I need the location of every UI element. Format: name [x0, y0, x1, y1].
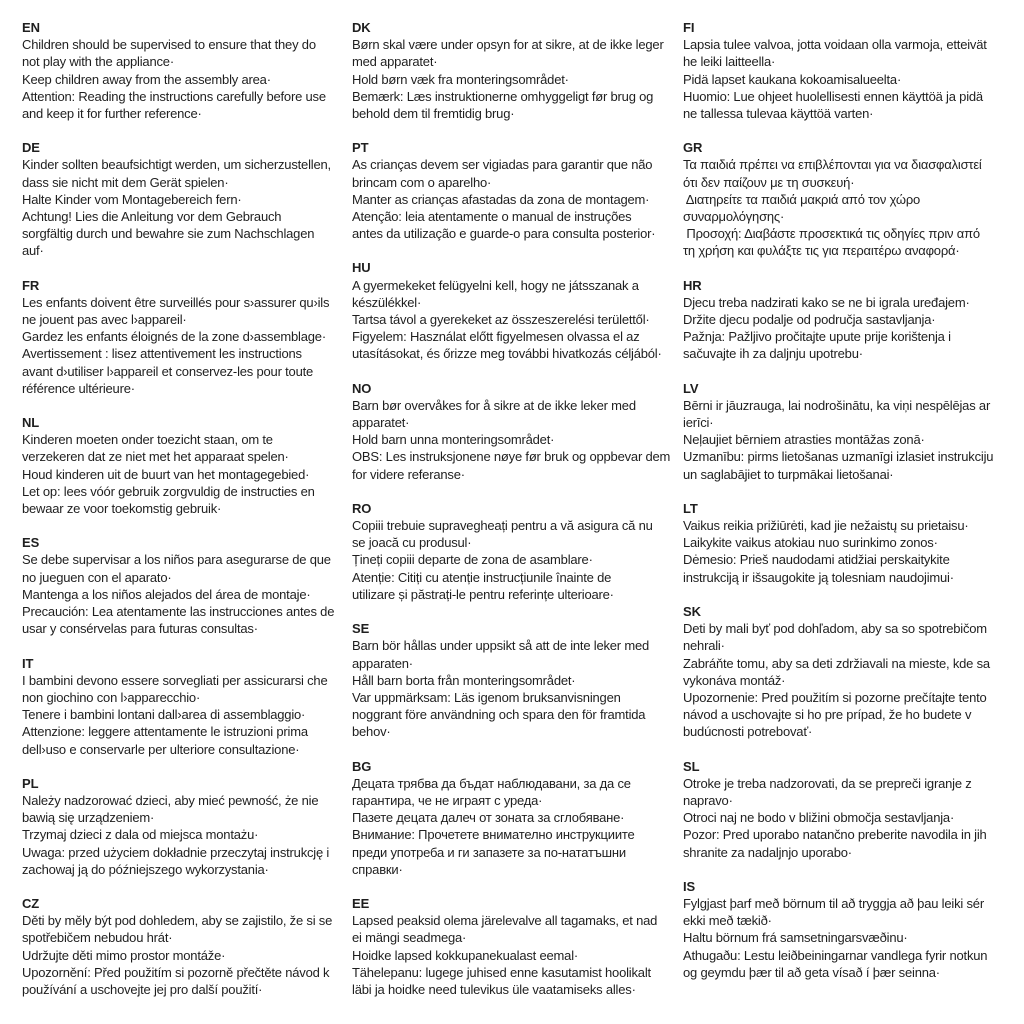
language-code: IS	[683, 878, 696, 894]
section-sk	[683, 603, 1013, 741]
instruction-line: Attention: Reading the instructions carefully before use	[22, 88, 326, 104]
instruction-line: dell›uso e conservarle per ulteriore consultazione·	[22, 741, 300, 757]
language-code: CZ	[22, 895, 40, 911]
language-code: SL	[683, 758, 700, 774]
instruction-line: Pozor: Pred uporabo natančno preberite navodila in jih	[683, 827, 987, 843]
instruction-line: Huomio: Lue ohjeet huolellisesti ennen käyttöä ja pidä	[683, 88, 983, 104]
instruction-line: Upozornění: Před použitím si pozorně přečtěte návod k	[22, 964, 330, 980]
section-fi	[683, 19, 1013, 122]
instruction-line: Προσοχή: Διαβάστε προσεκτικά τις οδηγίες πριν από	[683, 226, 980, 242]
instruction-line: napravo·	[683, 792, 733, 808]
instruction-line: I bambini devono essere sorvegliati per assicurarsi che	[22, 672, 328, 688]
language-code: BG	[352, 758, 372, 774]
instruction-line: bawią się urządzeniem·	[22, 810, 155, 826]
instruction-line: antes da utilização e guarde-o para consulta posterior·	[352, 226, 656, 242]
language-code: HU	[352, 260, 371, 276]
instruction-line: behov·	[352, 724, 391, 740]
section-fr	[22, 277, 352, 397]
instruction-line: läbi ja hoidke need tulevikus üle vaatamiseks alles·	[352, 981, 636, 997]
instruction-line: Se debe supervisar a los niños para asegurarse de que	[22, 552, 331, 568]
instruction-line: instrukciją ir išsaugokite ją tolesniam naudojimui·	[683, 569, 954, 585]
instruction-line: Achtung! Lies die Anleitung vor dem Gebrauch	[22, 209, 282, 225]
language-code: FR	[22, 277, 40, 293]
instruction-line: Udržujte děti mimo prostor montáže·	[22, 947, 226, 963]
language-code: EN	[22, 20, 40, 35]
instruction-line: he leiki laitteella·	[683, 54, 776, 70]
instruction-line: Athugaðu: Lestu leiðbeiningarnar vandlega fyrir notkun	[683, 947, 988, 963]
instruction-line: nehrali·	[683, 638, 725, 654]
instruction-line: and keep it for further reference·	[22, 106, 202, 122]
instruction-line: Tenere i bambini lontani dall›area di assemblaggio·	[22, 707, 306, 723]
language-code: HR	[683, 277, 702, 293]
section-pt	[352, 139, 682, 242]
instruction-line: ne tallessa tulevaa käyttöä varten·	[683, 106, 874, 122]
instruction-line: Țineți copiii departe de zona de asamblare·	[352, 552, 593, 568]
instruction-line: Børn skal være under opsyn for at sikre, at de ikke leger	[352, 37, 664, 53]
instruction-line: Houd kinderen uit de buurt van het montagegebied·	[22, 466, 310, 482]
instruction-line: non giochino con l›apparecchio·	[22, 689, 201, 705]
instruction-line: Kinder sollten beaufsichtigt werden, um sicherzustellen,	[22, 157, 331, 173]
instruction-line: Lapsia tulee valvoa, jotta voidaan olla varmoja, etteivät	[683, 37, 987, 53]
instruction-line: Пазете децата далеч от зоната за сглобяване·	[352, 810, 625, 826]
instruction-line: og geymdu þær til að geta vísað í þær seinna·	[683, 964, 940, 980]
instruction-line: Avertissement : lisez attentivement les instructions	[22, 346, 302, 362]
instruction-line: Należy nadzorować dzieci, aby mieć pewność, że nie	[22, 792, 319, 808]
instruction-line: Upozornenie: Pred použitím si pozorne prečítajte tento	[683, 689, 987, 705]
language-code: SK	[683, 603, 701, 619]
language-code: LV	[683, 380, 699, 396]
language-code: NO	[352, 380, 372, 396]
section-pl	[22, 775, 352, 878]
section-lt	[683, 500, 1013, 586]
instruction-line: OBS: Les instruksjonene nøye før bruk og oppbevar dem	[352, 449, 671, 465]
instruction-line: Precaución: Lea atentamente las instrucciones antes de	[22, 604, 335, 620]
language-code: PL	[22, 775, 39, 791]
instruction-line: Laikykite vaikus atokiau nuo surinkimo zonos·	[683, 535, 938, 551]
instruction-line: Otroke je treba nadzorovati, da se prepreči igranje z	[683, 775, 972, 791]
instruction-line: Let op: lees vóór gebruik zorgvuldig de instructies en	[22, 483, 315, 499]
instruction-line: Keep children away from the assembly area·	[22, 71, 271, 87]
instruction-line: Hold børn væk fra monteringsområdet·	[352, 71, 569, 87]
instruction-line: Hold barn unna monteringsområdet·	[352, 432, 555, 448]
instruction-line: Håll barn borta från monteringsområdet·	[352, 672, 576, 688]
section-hu	[352, 259, 682, 362]
language-code: SE	[352, 621, 370, 637]
instruction-line: Barn bör hållas under uppsikt så att de inte leker med	[352, 638, 650, 654]
instruction-line: sorgfältig durch und bewahre sie zum Nachschlagen	[22, 226, 315, 242]
instruction-line: Barn bør overvåkes for å sikre at de ikke leker med	[352, 397, 636, 413]
instruction-line: verzekeren dat ze niet met het apparaat spelen·	[22, 449, 289, 465]
instruction-line: dass sie nicht mit dem Gerät spielen·	[22, 174, 229, 190]
instruction-line: apparatet·	[352, 415, 410, 431]
instruction-line: Attenzione: leggere attentamente le istruzioni prima	[22, 724, 308, 740]
instruction-line: apparaten·	[352, 655, 413, 671]
instruction-line: un saglabājiet to turpmākai lietošanai·	[683, 466, 894, 482]
instruction-line: bewaar ze voor toekomstig gebruik·	[22, 501, 222, 517]
language-code: RO	[352, 500, 372, 516]
instruction-line: Držite djecu podalje od područja sastavljanja·	[683, 312, 936, 328]
instruction-line: Zabráňte tomu, aby sa deti zdržiavali na mieste, kde sa	[683, 655, 990, 671]
instruction-line: brincam com o aparelho·	[352, 174, 492, 190]
section-bg	[352, 758, 682, 878]
instruction-line: преди употреба и ги запазете за по-нататъшни	[352, 844, 626, 860]
instruction-line: Mantenga a los niños alejados del área de montaje·	[22, 586, 311, 602]
section-ee	[352, 895, 682, 998]
section-es	[22, 534, 352, 637]
instruction-line: behold dem til fremtidig brug·	[352, 106, 515, 122]
language-code: ES	[22, 535, 40, 551]
instruction-line: utilizare și păstrați-le pentru referințe ulterioare·	[352, 586, 614, 602]
instruction-line: Τα παιδιά πρέπει να επιβλέπονται για να διασφαλιστεί	[683, 157, 982, 173]
instruction-line: se joacă cu produsul·	[352, 535, 472, 551]
instruction-line: zachowaj ją do późniejszego wykorzystania·	[22, 861, 269, 877]
language-code: LT	[683, 500, 698, 516]
section-sl	[683, 758, 1013, 861]
section-se	[352, 620, 682, 740]
language-code: FI	[683, 20, 695, 35]
instruction-line: no jueguen con el aparato·	[22, 569, 172, 585]
instruction-line: Uzmanību: pirms lietošanas uzmanīgi izlasiet instrukciju	[683, 449, 994, 465]
instruction-line: používání a uschovejte jej pro další použití·	[22, 981, 263, 997]
section-ro	[352, 500, 682, 603]
instruction-line: Pažnja: Pažljivo pročitajte upute prije korištenja i	[683, 329, 951, 345]
instruction-line: for videre referanse·	[352, 466, 465, 482]
section-cz	[22, 895, 352, 998]
section-is	[683, 878, 1013, 981]
column-3	[683, 19, 1013, 998]
language-code: GR	[683, 140, 703, 156]
instruction-line: Copiii trebuie supravegheați pentru a vă asigura că nu	[352, 518, 653, 534]
instruction-line: A gyermekeket felügyelni kell, hogy ne játsszanak a	[352, 277, 639, 293]
instruction-line: budúcnosti potrebovať·	[683, 724, 813, 740]
instruction-line: Pidä lapset kaukana kokoamisalueelta·	[683, 71, 902, 87]
instruction-line: τη χρήση και φυλάξτε τις για περαιτέρω αναφορά·	[683, 243, 960, 259]
section-hr	[683, 277, 1013, 363]
instruction-line: référence ultérieure·	[22, 380, 135, 396]
instruction-line: Внимание: Прочетете внимателно инструкциите	[352, 827, 635, 843]
instruction-line: Otroci naj ne bodo v bližini območja sestavljanja·	[683, 810, 955, 826]
instruction-line: Διατηρείτε τα παιδιά μακριά από τον χώρο	[683, 191, 921, 207]
instruction-line: Gardez les enfants éloignés de la zone d›assemblage·	[22, 329, 326, 345]
instruction-line: Vaikus reikia prižiūrėti, kad jie nežaistų su prietaisu·	[683, 518, 969, 534]
instruction-line: készülékkel·	[352, 294, 422, 310]
section-no	[352, 380, 682, 483]
instruction-line: Figyelem: Használat előtt figyelmesen olvassa el az	[352, 329, 640, 345]
instruction-line: Děti by měly být pod dohledem, aby se zajistilo, že si se	[22, 913, 333, 929]
instruction-line: Lapsed peaksid olema järelevalve all tagamaks, et nad	[352, 913, 658, 929]
instruction-line: vykonáva montáž·	[683, 672, 786, 688]
language-code: PT	[352, 140, 369, 156]
instruction-line: Haltu börnum frá samsetningarsvæðinu·	[683, 930, 908, 946]
instruction-line: Les enfants doivent être surveillés pour s›assurer qu›ils	[22, 294, 330, 310]
instruction-line: usar y consérvelas para futuras consultas·	[22, 621, 258, 637]
instruction-line: Fylgjast þarf með börnum til að tryggja að þau leiki sér	[683, 895, 984, 911]
section-de	[22, 139, 352, 259]
section-lv	[683, 380, 1013, 483]
section-it	[22, 655, 352, 758]
instruction-line: shranite za nadaljnjo uporabo·	[683, 844, 852, 860]
instruction-line: Uwaga: przed użyciem dokładnie przeczytaj instrukcję i	[22, 844, 330, 860]
instruction-line: Atenção: leia atentamente o manual de instruções	[352, 209, 632, 225]
column-2	[352, 19, 682, 1015]
instruction-line: ekki með tækið·	[683, 913, 772, 929]
instruction-line: ei mängi seadmega·	[352, 930, 467, 946]
instruction-line: ne jouent pas avec l›appareil·	[22, 312, 187, 328]
instruction-line: Atenție: Citiți cu atenție instrucțiunile înainte de	[352, 569, 612, 585]
instruction-line: Trzymaj dzieci z dala od miejsca montażu·	[22, 827, 259, 843]
instruction-line: Kinderen moeten onder toezicht staan, om te	[22, 432, 273, 448]
instruction-line: Bērni ir jāuzrauga, lai nodrošinātu, ka viņi nespēlējas ar	[683, 397, 991, 413]
instruction-line: As crianças devem ser vigiadas para garantir que não	[352, 157, 653, 173]
instruction-line: Dėmesio: Prieš naudodami atidžiai perskaitykite	[683, 552, 950, 568]
instruction-line: Tähelepanu: lugege juhised enne kasutamist hoolikalt	[352, 964, 651, 980]
instruction-line: Neļaujiet bērniem atrasties montāžas zonā·	[683, 432, 925, 448]
language-code: DK	[352, 20, 371, 35]
language-code: DE	[22, 140, 40, 156]
instruction-line: справки·	[352, 861, 403, 877]
instruction-line: Tartsa távol a gyerekeket az összeszerelési területtől·	[352, 312, 650, 328]
instruction-line: Children should be supervised to ensure that they do	[22, 37, 316, 53]
instruction-line: Manter as crianças afastadas da zona de montagem·	[352, 191, 650, 207]
section-nl	[22, 414, 352, 517]
section-dk	[352, 19, 682, 122]
instruction-line: návod a uschovajte si ho pre prípad, že ho budete v	[683, 707, 972, 723]
column-1	[22, 19, 352, 1015]
language-code: NL	[22, 415, 40, 431]
instruction-line: utasításokat, és őrizze meg további hivatkozás céljából·	[352, 346, 662, 362]
instruction-line: auf·	[22, 243, 44, 259]
instruction-line: Децата трябва да бъдат наблюдавани, за да се	[352, 775, 631, 791]
instruction-line: spotřebičem nebudou hrát·	[22, 930, 173, 946]
instruction-line: med apparatet·	[352, 54, 438, 70]
instruction-line: noggrant före användning och spara den för framtida	[352, 707, 646, 723]
instruction-line: ierīci·	[683, 415, 714, 431]
instruction-line: ότι δεν παίζουν με τη συσκευή·	[683, 174, 855, 190]
instruction-line: Djecu treba nadzirati kako se ne bi igrala uređajem·	[683, 294, 970, 310]
section-en	[22, 19, 352, 122]
language-code: IT	[22, 655, 34, 671]
instruction-line: avant d›utiliser l›appareil et conservez-les pour toute	[22, 363, 314, 379]
instruction-line: Hoidke lapsed kokkupanekualast eemal·	[352, 947, 579, 963]
instruction-line: Deti by mali byť pod dohľadom, aby sa so spotrebičom	[683, 621, 987, 637]
instruction-line: συναρμολόγησης·	[683, 209, 785, 225]
instruction-line: Halte Kinder vom Montagebereich fern·	[22, 191, 242, 207]
instruction-line: Var uppmärksam: Läs igenom bruksanvisningen	[352, 689, 621, 705]
language-code: EE	[352, 895, 370, 911]
section-gr	[683, 139, 1013, 259]
instruction-line: sačuvajte ih za daljnju upotrebu·	[683, 346, 863, 362]
instruction-line: Bemærk: Læs instruktionerne omhyggeligt før brug og	[352, 88, 654, 104]
instruction-line: not play with the appliance·	[22, 54, 174, 70]
instruction-line: гарантира, че не играят с уреда·	[352, 792, 543, 808]
